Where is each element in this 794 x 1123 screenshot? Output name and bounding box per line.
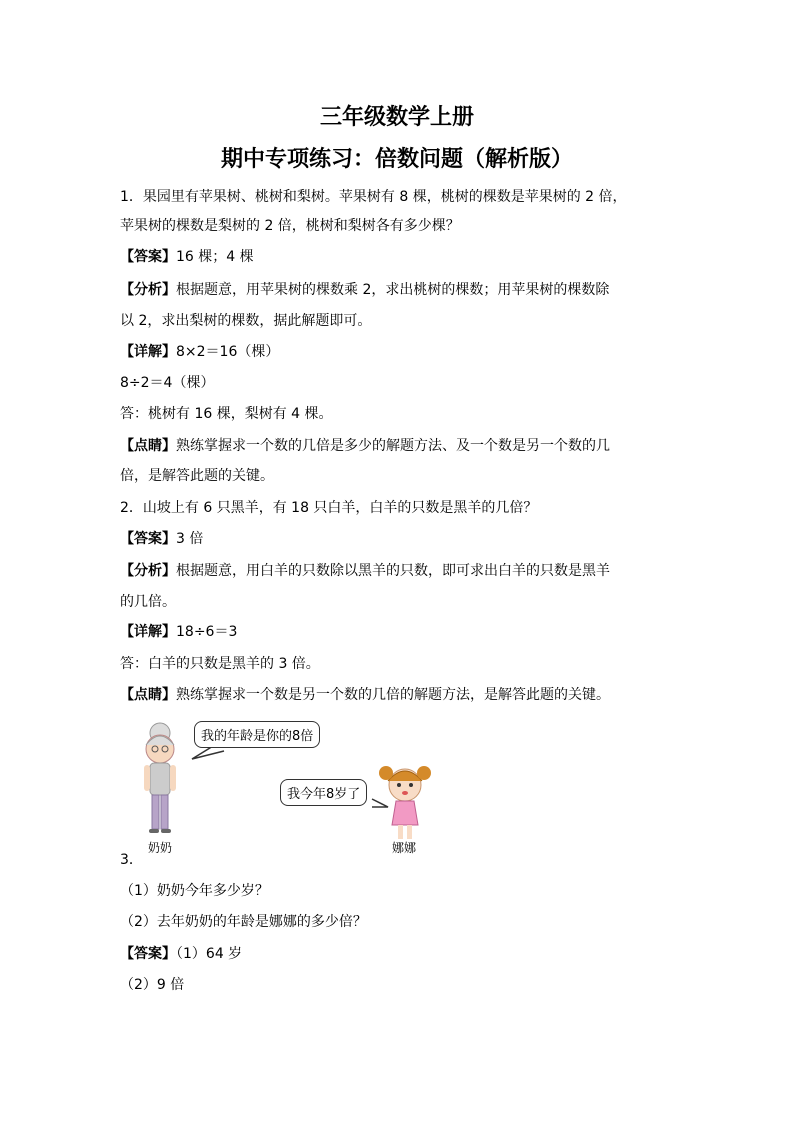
- q1-answer: [120, 247, 254, 267]
- q1-comment: [120, 436, 610, 456]
- q1-analysis: [120, 280, 609, 300]
- grandma-speech-bubble: 我的年龄是你的8倍: [194, 721, 320, 748]
- answer-tag: 【答案】: [120, 946, 176, 962]
- q1-answer-text: 16 棵；4 棵: [176, 249, 254, 265]
- comment-tag: 【点睛】: [120, 438, 176, 454]
- q1-analysis-text: 根据题意，用苹果树的棵数乘 2，求出桃树的棵数；用苹果树的棵数除: [176, 282, 610, 298]
- q3-answer-text: （1）64 岁: [176, 946, 243, 962]
- girl-figure: [379, 766, 431, 839]
- q2-comment-text: 熟练掌握求一个数是另一个数的几倍的解题方法，是解答此题的关键。: [176, 687, 610, 703]
- q2-detail: [120, 622, 237, 642]
- analysis-tag: 【分析】: [120, 563, 176, 579]
- page-title: 三年级数学上册: [319, 105, 474, 130]
- q1-detail-line2: 8÷2＝4（棵）: [120, 375, 215, 391]
- q2-analysis-line2: 的几倍。: [120, 594, 176, 610]
- q1-detail-text: 8×2＝16（棵）: [176, 344, 280, 360]
- detail-tag: 【详解】: [120, 344, 176, 360]
- q1-detail: [120, 342, 279, 362]
- q2-answer: [120, 529, 203, 549]
- q1-stem-line1: 1．果园里有苹果树、桃树和梨树。苹果树有 8 棵，桃树的棵数是苹果树的 2 倍，: [120, 189, 627, 205]
- q3-number: 3．: [120, 852, 143, 868]
- analysis-tag: 【分析】: [120, 282, 176, 298]
- grandma-label: 奶奶: [148, 841, 173, 855]
- girl-speech-bubble: 我今年8岁了: [280, 779, 367, 806]
- q3-sub1: （1）奶奶今年多少岁？: [120, 883, 269, 899]
- q3-answer-line2: （2）9 倍: [120, 977, 185, 993]
- q2-stem: 2．山坡上有 6 只黑羊，有 18 只白羊，白羊的只数是黑羊的几倍？: [120, 500, 538, 516]
- grandma-figure: [144, 723, 176, 833]
- q2-reply: 答：白羊的只数是黑羊的 3 倍。: [120, 656, 320, 672]
- q2-analysis: [120, 561, 610, 581]
- q2-analysis-text: 根据题意，用白羊的只数除以黑羊的只数，即可求出白羊的只数是黑羊: [176, 563, 610, 579]
- q3-illustration: [120, 715, 460, 855]
- answer-tag: 【答案】: [120, 531, 176, 547]
- q2-comment: [120, 685, 610, 705]
- q1-stem-line2: 苹果树的棵数是梨树的 2 倍，桃树和梨树各有多少棵？: [120, 218, 460, 234]
- comment-tag: 【点睛】: [120, 687, 176, 703]
- q2-answer-text: 3 倍: [176, 531, 204, 547]
- q3-answer: [120, 944, 242, 964]
- girl-bubble-tail: [372, 799, 388, 807]
- girl-label: 娜娜: [392, 841, 417, 855]
- detail-tag: 【详解】: [120, 624, 176, 640]
- q1-analysis-line2: 以 2，求出梨树的棵数，据此解题即可。: [120, 313, 372, 329]
- q1-comment-line2: 倍，是解答此题的关键。: [120, 468, 274, 484]
- q3-sub2: （2）去年奶奶的年龄是娜娜的多少倍？: [120, 914, 367, 930]
- page-subtitle: 期中专项练习：倍数问题（解析版）: [220, 147, 573, 172]
- answer-tag: 【答案】: [120, 249, 176, 265]
- q1-comment-text: 熟练掌握求一个数的几倍是多少的解题方法、及一个数是另一个数的几: [176, 438, 610, 454]
- q2-detail-text: 18÷6＝3: [176, 624, 238, 640]
- q1-reply: 答：桃树有 16 棵，梨树有 4 棵。: [120, 406, 333, 422]
